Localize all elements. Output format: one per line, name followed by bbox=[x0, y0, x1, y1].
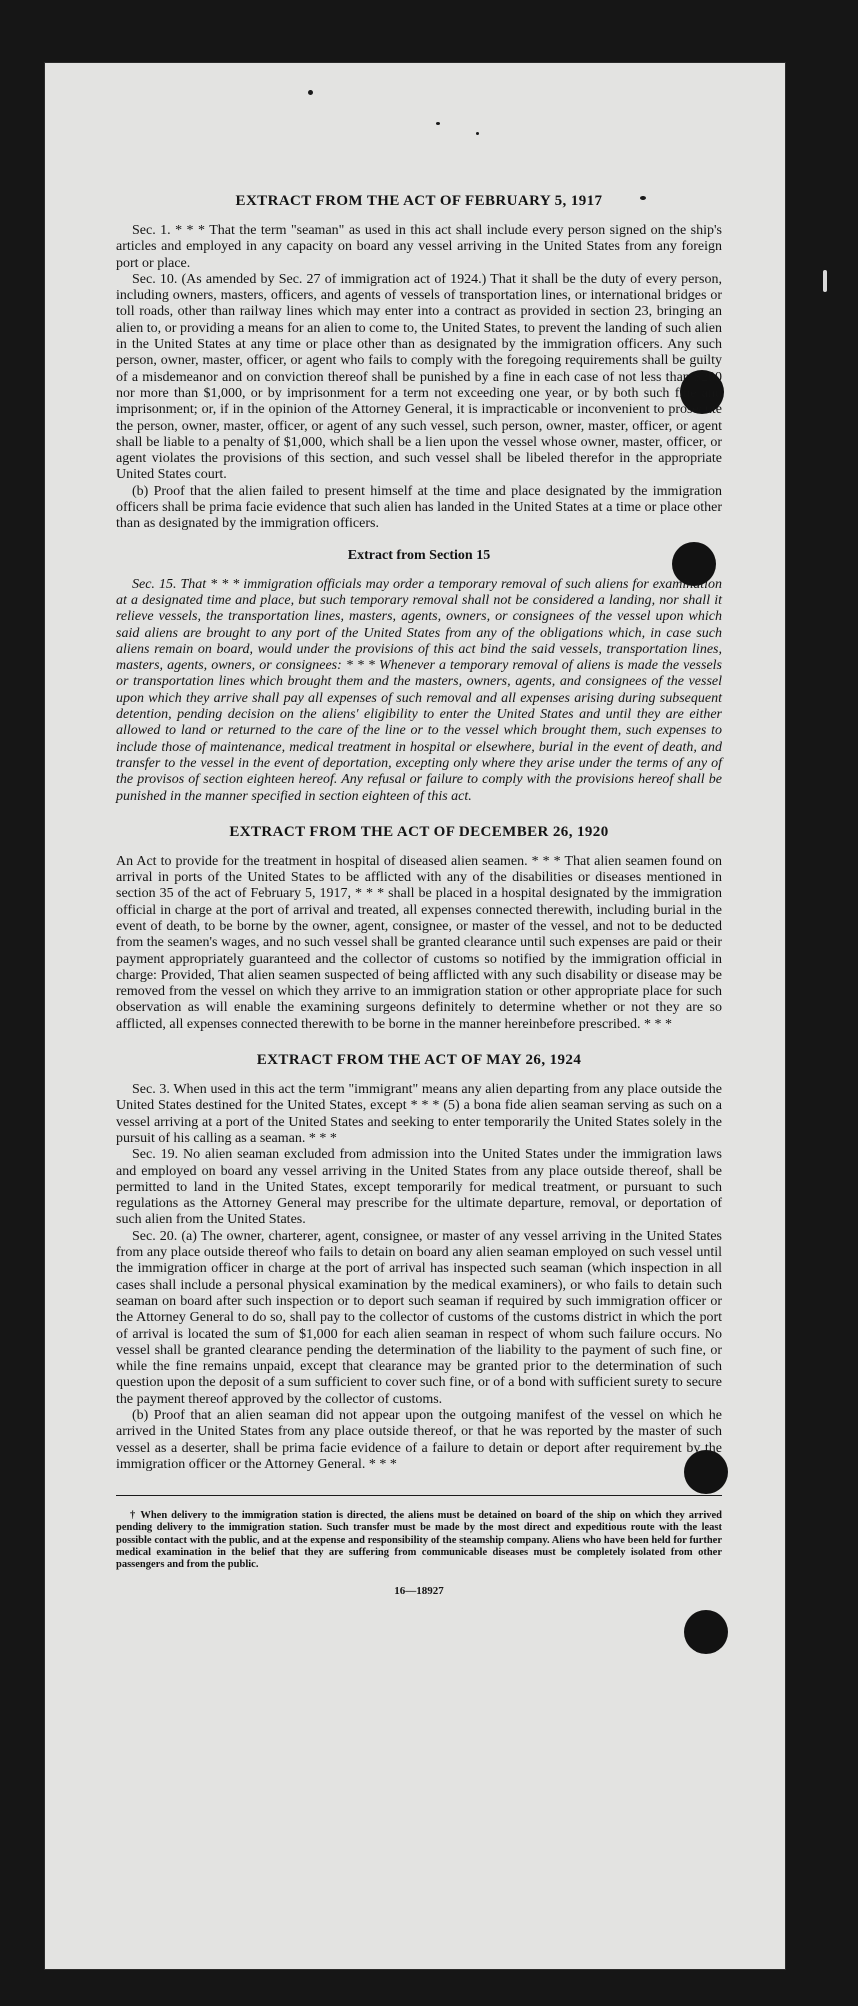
section-10-paragraph: Sec. 10. (As amended by Sec. 27 of immigration act of 1924.) That it shall be the duty of every person, including owners, masters, officers, and agents of vessels of transportation lines, or international bridges or toll roads, other than railway lines which may enter into a contract as provided in section 23, bringing an alien to, or providing a means for an alien to come to, the United States, to prevent the landing of such alien in the United States at any time or place other than as designated by the immigration officers. Any such person, owner, master, officer, or agent who fails to comply with the foregoing requirements shall be guilty of a misdemeanor and on conviction thereof shall be punished by a fine in each case of not less than $200 nor more than $1,000, or by imprisonment for a term not exceeding one year, or by both such fine and imprisonment; or, if in the opinion of the Attorney General, it is impracticable or inconvenient to prosecute the person, owner, master, officer, or agent of any such vessel, such person, owner, master, officer, or agent shall be liable to a penalty of $1,000, which shall be a lien upon the vessel whose owner, master, officer, or agent violates the provisions of this section, and such vessel shall be libeled therefor in the appropriate United States court. bbox=[116, 271, 722, 483]
section-1-paragraph: Sec. 1. * * * That the term "seaman" as used in this act shall include every person signed on the ship's articles and employed in any capacity on board any vessel arriving in the United States from any foreign port or place. bbox=[116, 223, 722, 271]
heading-section-15: Extract from Section 15 bbox=[347, 547, 491, 563]
paper-speck bbox=[476, 132, 479, 135]
form-number: 16—18927 bbox=[394, 1585, 444, 1598]
act-1920-paragraph: An Act to provide for the treatment in hospital of diseased alien seamen. * * * That alien seamen found on arrival in ports of the United States to be afflicted with any of the disabilities or diseases mentioned in section 35 of the act of February 5, 1917, * * * shall be placed in a hospital designated by the immigration official in charge at the port of arrival and treated, all expenses connected therewith, including burial in the event of death, to be borne by the owner, agent, consignee, or master of the vessel, and not to be deducted from the seamen's wages, and no such vessel shall be granted clearance until such expenses are paid or their payment appropriately guaranteed and the collector of customs so notified by the immigration official in charge: Provided, That alien seamen suspected of being afflicted with any such disability or disease may be removed from the vessel on which they arrive to an immigration station or other appropriate place for such observation as will enable the examining surgeons definitely to determine whether or not they are so afflicted, all expenses connected therewith to be borne in the manner hereinbefore prescribed. * * * bbox=[116, 853, 722, 1032]
heading-act-1917: EXTRACT FROM THE ACT OF FEBRUARY 5, 1917 bbox=[235, 193, 603, 209]
punch-hole bbox=[684, 1610, 728, 1654]
section-20a-paragraph: Sec. 20. (a) The owner, charterer, agent, consignee, or master of any vessel arriving in the United States from any place outside thereof who fails to detain on board any alien seaman employed on such vessel until the immigration officer in charge at the port of arrival has inspected such seaman (which inspection in all cases shall include a personal physical examination by the medical examiners), or who fails to detain such seaman on board after such inspection or to deport such seaman if required by such immigration officer or the Attorney General to do so, shall pay to the collector of customs of the customs district in which the port of arrival is located the sum of $1,000 for each alien seaman in respect of whom such failure occurs. No vessel shall be granted clearance pending the determination of the liability to the payment of such fine, or while the fine remains unpaid, except that clearance may be granted prior to the determination of such question upon the deposit of a sum sufficient to cover such fine, or of a bond with sufficient surety to secure the payment thereof approved by the collector of customs. bbox=[116, 1228, 722, 1407]
paper-speck bbox=[436, 122, 440, 125]
footnote: † When delivery to the immigration station is directed, the aliens must be detained on board of the ship on which they arrived pending delivery to the immigration station. Such transfer must be made by the most direct and expeditious route with the least possible contact with the public, and at the expense and responsibility of the steamship company. Aliens who have been held for further medical examination in the belief that they are suffering from communicable diseases must be completely isolated from other passengers and from the public. bbox=[116, 1510, 722, 1570]
section-19-paragraph: Sec. 19. No alien seaman excluded from admission into the United States under the immigration laws and employed on board any vessel arriving in the United States from any place outside thereof, shall be permitted to land in the United States, except temporarily for medical treatment, or pursuant to such regulations as the Attorney General may prescribe for the ultimate departure, removal, or deportation of such alien from the United States. bbox=[116, 1147, 722, 1228]
section-15-paragraph: Sec. 15. That * * * immigration officials may order a temporary removal of such aliens for examination at a designated time and place, but such temporary removal shall not be considered a landing, nor shall it relieve vessels, the transportation lines, masters, agents, owners, or consignees of the vessel upon which said aliens are brought to any port of the United States from any of the obligations which, in case such aliens remain on board, would under the provisions of this act bind the said vessels, transportation lines, masters, agents, owners, or consignees: * * * Whenever a temporary removal of aliens is made the vessels or transportation lines which brought them and the masters, owners, agents, and consignees of the vessel upon which they arrive shall pay all expenses of such removal and all expenses arising during subsequent detention, pending decision on the aliens' eligibility to enter the United States and until they are either allowed to land or returned to the care of the line or to the vessel which brought them, such expenses to include those of maintenance, medical treatment in hospital or elsewhere, burial in the event of death, and transfer to the vessel in the event of deportation, excepting only where they arise under the terms of any of the provisos of section eighteen hereof. Any refusal or failure to comply with the provisions hereof shall be punished in the manner specified in section eighteen of this act. bbox=[116, 576, 722, 804]
edge-mark bbox=[823, 270, 827, 292]
footnote-divider bbox=[116, 1495, 722, 1496]
document-page bbox=[44, 62, 786, 1970]
document-body bbox=[116, 192, 722, 1597]
section-3-paragraph: Sec. 3. When used in this act the term "immigrant" means any alien departing from any place outside the United States destined for the United States, except * * * (5) a bona fide alien seaman serving as such on a vessel arriving at a port of the United States and seeking to enter temporarily the United States solely in the pursuit of his calling as a seaman. * * * bbox=[116, 1082, 722, 1146]
heading-act-1920: EXTRACT FROM THE ACT OF DECEMBER 26, 1920 bbox=[229, 823, 609, 840]
heading-act-1924: EXTRACT FROM THE ACT OF MAY 26, 1924 bbox=[256, 1052, 582, 1069]
section-20b-paragraph: (b) Proof that an alien seaman did not appear upon the outgoing manifest of the vessel on which he arrived in the United States from any place outside thereof, or that he was reported by the master of such vessel as a deserter, shall be prima facie evidence of a failure to detain or deport after requirement by the immigration officer or the Attorney General. * * * bbox=[116, 1408, 722, 1472]
paper-speck bbox=[308, 90, 313, 95]
section-10b-paragraph: (b) Proof that the alien failed to present himself at the time and place designated by the immigration officers shall be prima facie evidence that such alien has landed in the United States at a time or place other than as designated by the immigration officers. bbox=[116, 483, 722, 532]
